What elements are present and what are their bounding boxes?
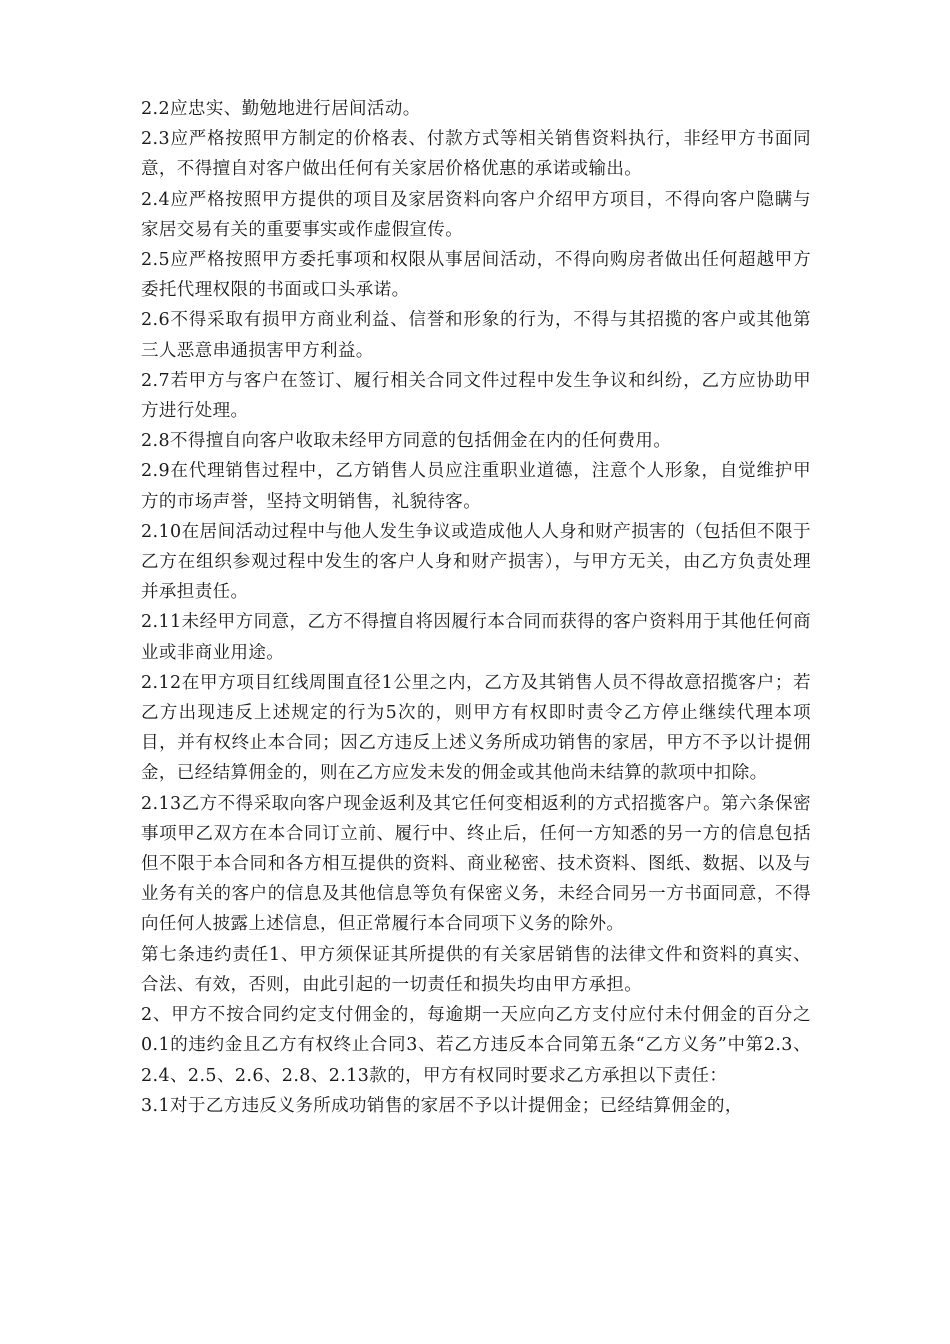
- clause-2-10: 2.10在居间活动过程中与他人发生争议或造成他人人身和财产损害的（包括但不限于乙方在组织参观过程中发生的客户人身和财产损害），与甲方无关，由乙方负责处理并承担责任。: [141, 521, 811, 603]
- clause-3-1: 3.1对于乙方违反义务所成功销售的家居不予以计提佣金；已经结算佣金的，: [141, 1095, 743, 1116]
- clause-2-5: 2.5应严格按照甲方委托事项和权限从事居间活动，不得向购房者做出任何超越甲方委托代理权限的书面或口头承诺。: [141, 250, 811, 301]
- contract-body-text: [141, 94, 811, 1121]
- clause-2-6: 2.6不得采取有损甲方商业利益、信誉和形象的行为，不得与其招揽的客户或其他第三人恶意串通损害甲方利益。: [141, 310, 811, 361]
- clause-2-9: 2.9在代理销售过程中，乙方销售人员应注重职业道德，注意个人形象，自觉维护甲方的市场声誉，坚持文明销售，礼貌待客。: [141, 461, 811, 512]
- article-7-item-2: 2、甲方不按合同约定支付佣金的，每逾期一天应向乙方支付应付未付佣金的百分之0.1的违约金且乙方有权终止合同3、若乙方违反本合同第五条“乙方义务”中第2.3、2.4、2.5、2.6、2.8、2.13款的，甲方有权同时要求乙方承担以下责任：: [141, 1005, 811, 1086]
- article-7-breach: 第七条违约责任1、甲方须保证其所提供的有关家居销售的法律文件和资料的真实、合法、有效，否则，由此引起的一切责任和损失均由甲方承担。: [141, 944, 811, 995]
- clause-2-11: 2.11未经甲方同意，乙方不得擅自将因履行本合同而获得的客户资料用于其他任何商业或非商业用途。: [141, 612, 811, 663]
- clause-2-4: 2.4应严格按照甲方提供的项目及家居资料向客户介绍甲方项目，不得向客户隐瞒与家居交易有关的重要事实或作虚假宣传。: [141, 189, 811, 240]
- clause-2-13: 2.13乙方不得采取向客户现金返利及其它任何变相返利的方式招揽客户。第六条保密事项甲乙双方在本合同订立前、履行中、终止后，任何一方知悉的另一方的信息包括但不限于本合同和各方相互提供的资料、商业秘密、技术资料、图纸、数据、以及与业务有关的客户的信息及其他信息等负有保密义务，未经合同另一方书面同意，不得向任何人披露上述信息，但正常履行本合同项下义务的除外。: [141, 793, 811, 935]
- clause-2-3: 2.3应严格按照甲方制定的价格表、付款方式等相关销售资料执行，非经甲方书面同意，不得擅自对客户做出任何有关家居价格优惠的承诺或输出。: [141, 129, 811, 180]
- clause-2-12: 2.12在甲方项目红线周围直径1公里之内，乙方及其销售人员不得故意招揽客户；若乙方出现违反上述规定的行为5次的，则甲方有权即时责令乙方停止继续代理本项目，并有权终止本合同；因乙方违反上述义务所成功销售的家居，甲方不予以计提佣金，已经结算佣金的，则在乙方应发未发的佣金或其他尚未结算的款项中扣除。: [141, 672, 811, 784]
- clause-2-2: 2.2应忠实、勤勉地进行居间活动。: [141, 99, 421, 119]
- clause-2-7: 2.7若甲方与客户在签订、履行相关合同文件过程中发生争议和纠纷，乙方应协助甲方进行处理。: [141, 370, 811, 422]
- clause-2-8: 2.8不得擅自向客户收取未经甲方同意的包括佣金在内的任何费用。: [141, 431, 672, 452]
